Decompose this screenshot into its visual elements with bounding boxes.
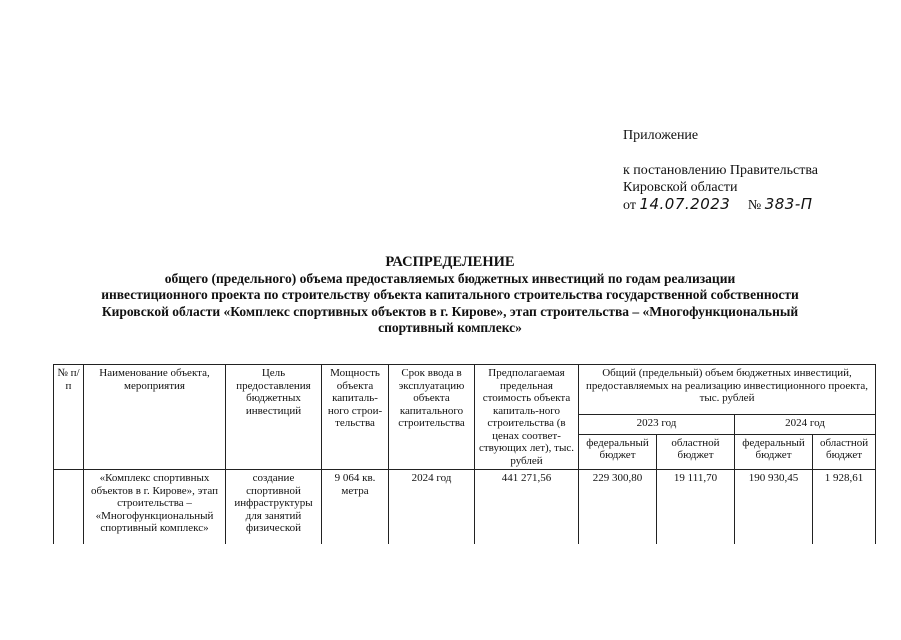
appendix-label: Приложение [623,128,699,143]
header-year-2024: 2024 год [735,414,876,434]
header-2023-federal: федеральный бюджет [579,434,657,469]
cell-2023-regional: 19 111,70 [657,470,735,545]
title-line-1: общего (предельного) объема предоставляемых бюджетных инвестиций по годам реализации [164,270,736,286]
cell-goal: создание спортивной инфраструктуры для занятий физической [226,470,322,545]
header-name: Наименование объекта, мероприятия [84,365,226,470]
title-line-3: Кировской области «Комплекс спортивных объектов в г. Кирове», этап строительства – «Многофункциональный [101,303,799,319]
appendix-resolution: к постановлению Правительства [623,163,819,178]
table-row [54,470,876,545]
title-line-2: инвестиционного проекта по строительству объекта капитального строительства государственной собственности [101,287,799,302]
cell-2024-federal: 190 930,45 [735,470,813,545]
appendix-date-line [623,196,818,214]
header-goal: Цель предоставления бюджетных инвестиций [226,365,322,470]
cell-name: «Комплекс спортивных объектов в г. Кирове», этап строительства – «Многофункциональный спортивный комплекс» [84,470,226,545]
header-cost: Предполагаемая предельная стоимость объекта капиталь-ного строительства (в ценах соответ-ствующих лет), тыс. рублей [475,365,579,470]
header-total: Общий (предельный) объем бюджетных инвестиций, предоставляемых на реализацию инвестиционного проекта, тыс. рублей [579,365,876,415]
cell-2023-federal: 229 300,80 [579,470,657,545]
cell-capacity: 9 064 кв. метра [322,470,389,545]
appendix-block [623,127,818,214]
investment-table [53,364,876,544]
title-line-4: спортивный комплекс» [378,320,522,335]
date-value: 14.07.2023 [639,195,731,213]
header-num: № п/п [54,365,84,470]
number-value: 383-П [764,195,813,213]
number-prefix: № [747,198,762,213]
document-title [40,254,860,337]
cell-term: 2024 год [389,470,475,545]
cell-2024-regional: 1 928,61 [813,470,876,545]
cell-cost: 441 271,56 [475,470,579,545]
header-2024-regional: областной бюджет [813,434,876,469]
date-prefix: от [623,198,636,213]
header-2024-federal: федеральный бюджет [735,434,813,469]
header-term: Срок ввода в эксплуатацию объекта капитального строительства [389,365,475,470]
header-2023-regional: областной бюджет [657,434,735,469]
cell-num [54,470,84,545]
appendix-region: Кировской области [623,180,738,195]
header-row-1 [54,365,876,415]
header-year-2023: 2023 год [579,414,735,434]
header-capacity: Мощность объекта капиталь-ного строи-тельства [322,365,389,470]
title-main: РАСПРЕДЕЛЕНИЕ [385,254,515,270]
